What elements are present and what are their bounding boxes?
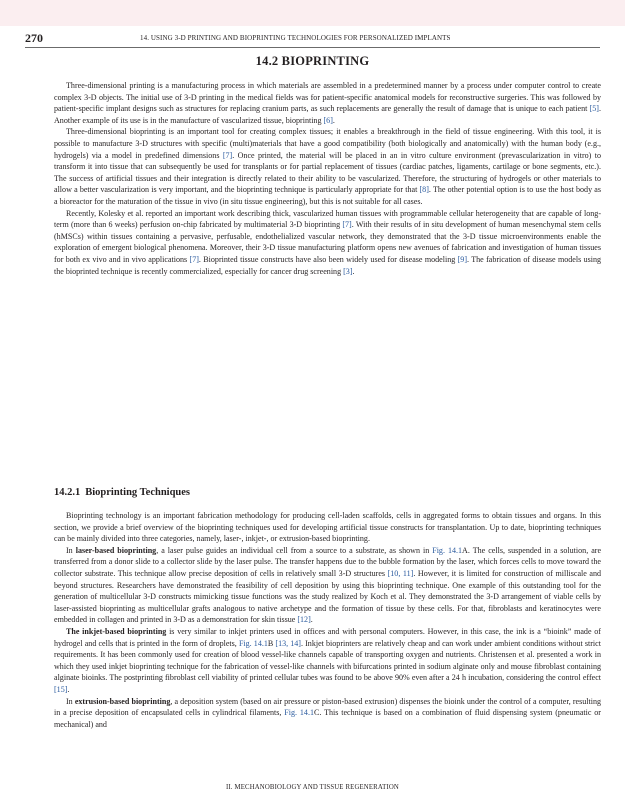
citation-link[interactable]: [8] bbox=[419, 185, 429, 195]
citation-link[interactable]: [13, 14] bbox=[275, 638, 301, 648]
running-head: 14. USING 3-D PRINTING AND BIOPRINTING TECHNOLOGIES FOR PERSONALIZED IMPLANTS bbox=[140, 34, 451, 42]
subsection-number: 14.2.1 bbox=[54, 487, 81, 498]
subsection-title bbox=[54, 487, 190, 498]
paragraph: Recently, Kolesky et al. reported an important work describing thick, vascularized human tissues with programmable cellular heterogeneity that are capable of long-term (more than 6 weeks) perfusion on-chip fabricated by multimaterial 3-D bioprinting [7]. With their results of in situ development of human mesenchymal stem cells (hMSCs) within tissues containing a pervasive, perfusable, endothelialized vascular network, they demonstrated that the 3-D tissue microenvironments enable the exploration of emergent biological phenomena. Moreover, their 3-D tissue manufacturing platform opens new avenues of fabrication and investigation of human tissues for both ex vivo and in vivo applications [7]. Bioprinted tissue constructs have also been widely used for disease modeling [9]. The fabrication of disease models using the bioprinted technique is recently commercialized, especially for cancer drug screening [3]. bbox=[54, 208, 602, 276]
page-footer: II. MECHANOBIOLOGY AND TISSUE REGENERATION bbox=[225, 784, 399, 791]
citation-link[interactable]: [7] bbox=[342, 220, 352, 230]
citation-link[interactable]: [12] bbox=[297, 615, 311, 625]
citation-link[interactable]: [10, 11] bbox=[387, 568, 414, 578]
citation-link[interactable]: [9] bbox=[457, 254, 468, 264]
paragraph: Three-dimensional bioprinting is an important tool for creating complex tissues; it enables a breakthrough in the field of tissue engineering. With this tool, it is possible to manufacture 3-D structures with specific (multi)materials that have a good compatibility (both biologically and anatomically) with the human body (e.g., hydrogels) via a model in predefined dimensions [7]. Once printed, the material will be placed in an in vitro culture environment (prevascularization in vitro) to transform it into tissue that can subsequently be used for transplants or for partial replacement of tissues (cardiac patches, ligaments, cartilage or bone segments, etc.). The success of artificial tissues and their integration is directly related to their ability to be vascularized. Therefore, the structuring of hydrogels or other materials to allow a better vascularization is very important, and the bioprinting technique is particularly appropriate for that [8]. The other potential option is to use the host body as a bioreactor for the maturation of the tissue in vivo (in situ tissue engineering), but this is not suitable for all cases. bbox=[54, 127, 601, 206]
figure-link[interactable]: Fig. 14.1 bbox=[238, 638, 268, 648]
header-divider bbox=[25, 47, 600, 48]
paragraph: The inkjet-based bioprinting is very similar to inkjet printers used in offices and with personal computers. However, in this case, the ink is a “bioink” made of hydrogel and cells that is printed in the form of droplets, Fig. 14.1B [13, 14]. Inkjet bioprinters are relatively cheap and can work under ambient conditions without strict requirements. It has been commonly used for creation of blood vessel-like channels capable of transporting oxygen and nutrients. Christensen et al. presented a work in which they used inkjet bioprinting technique for the fabrication of vessel-like channels with bifurcations printed in sodium alginate only and mouse fibroblast containing alginate bioinks. The postprinting fibroblast cell viability of printed cellular tubes was found to be above 90% even after a 24 h incubation, considering the control effect [15]. bbox=[54, 626, 601, 694]
paragraph: In laser-based bioprinting, a laser pulse guides an individual cell from a source to a substrate, as shown in Fig. 14.1A. The cells, suspended in a solution, are transferred from a donor slide to a collector slide by the laser pulse. The transfer happens due to the bubble formation by the laser, which forces cells to move toward the collector substrate. This technique allow precise deposition of cells in relatively small 3-D structures [10, 11]. However, it is limited for construction of milliscale and beyond structures. Researchers have demonstrated the feasibility of cell deposition by using this bioprinting technique. One example of this outstanding tool for the generation of multicellular 3-D constructs mimicking tissue functions was the study realized by Koch et al. They demonstrated the 3-D arrangement of viable cells by laser-assisted bioprinting as multicellular grafts analogous to native archetype and the formation of tissue by these cells. For that, fibroblasts and keratinocytes were embedded in collagen and printed in 3-D as a demonstration for skin tissue [12]. bbox=[54, 545, 602, 625]
subsection-body bbox=[54, 510, 601, 730]
citation-link[interactable]: [3] bbox=[343, 266, 353, 276]
term-bold: laser-based bioprinting bbox=[75, 545, 157, 555]
citation-link[interactable]: [7] bbox=[222, 150, 233, 160]
paragraph: Bioprinting technology is an important fabrication methodology for producing cell-laden scaffolds, cells in aggregated forms to obtain tissues and organs. In this section, we provide a brief overview of the bioprinting techniques used for developing artificial tissue constructs for transplantation. Up to date, bioprinting techniques can be mainly divided into three categories, namely, laser-, inkjet-, or extrusion-based bioprinting. bbox=[54, 511, 601, 544]
term-bold: extrusion-based bioprinting bbox=[74, 696, 171, 706]
subsection-label: Bioprinting Techniques bbox=[85, 487, 190, 498]
citation-link[interactable]: [6] bbox=[323, 115, 333, 125]
citation-link[interactable]: [5] bbox=[589, 104, 599, 114]
figure-link[interactable]: Fig. 14.1 bbox=[432, 545, 463, 555]
page-number: 270 bbox=[25, 31, 43, 45]
citation-link[interactable]: [7] bbox=[189, 254, 199, 264]
paragraph: In extrusion-based bioprinting, a deposition system (based on air pressure or piston-based extrusion) dispenses the bioink under the control of a computer, resulting in a precise deposition of encapsulated cells in cylindrical filaments, Fig. 14.1C. This technique is based on a combination of fluid dispensing system (pneumatic or mechanical) and bbox=[54, 696, 601, 729]
citation-link[interactable]: [15] bbox=[54, 684, 68, 694]
paragraph: Three-dimensional printing is a manufacturing process in which materials are assembled in a predetermined manner by a process under computer control to create complex 3-D objects. The initial use of 3-D printing in the medical fields was for patient-specific anatomical models for reconstructive surgeries. This was followed by patient-specific implant designs such as structures for replacing cranium parts, as such replacements are generally the result of damage that is unique to each patient [5]. Another example of its use is in the manufacture of vascularized tissue, bioprinting [6]. bbox=[54, 81, 601, 125]
figure-link[interactable]: Fig. 14.1 bbox=[284, 708, 314, 718]
term-bold: The inkjet-based bioprinting bbox=[66, 626, 167, 636]
header-band bbox=[0, 0, 625, 26]
section-title: 14.2 BIOPRINTING bbox=[255, 54, 370, 68]
section-body bbox=[54, 80, 601, 277]
